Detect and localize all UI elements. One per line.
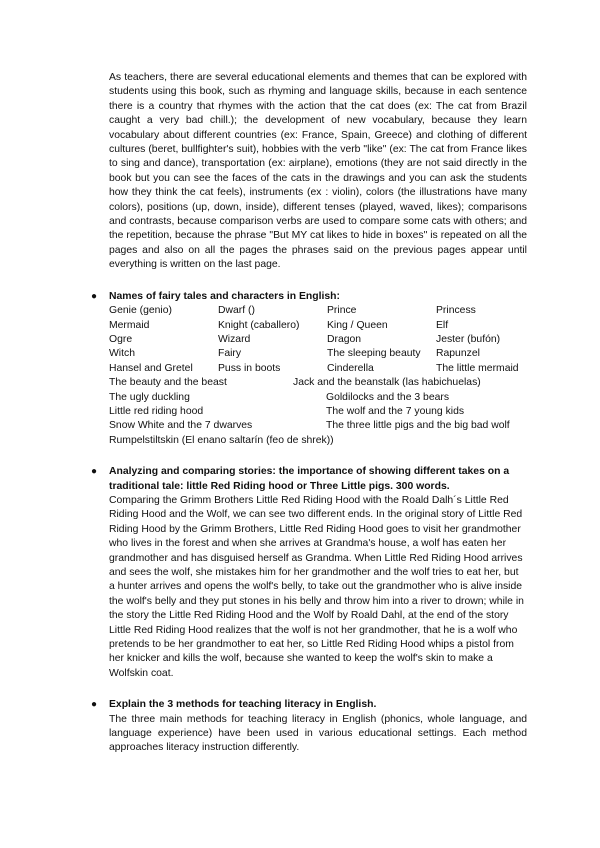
list-item: Knight (caballero) [218, 319, 300, 331]
bullet-icon: ● [91, 466, 98, 478]
list-item: Dragon [327, 333, 362, 345]
analysis-heading: Analyzing and comparing stories: the importance of showing different takes on a traditional tale: little Red Riding hood or Three Little pigs. 300 words. [109, 466, 510, 492]
fairy-tales-row [109, 376, 527, 390]
analysis-body: Comparing the Grimm Brothers Little Red Riding Hood with the Roald Dalh´s Little Red Riding Hood and the Wolf, we can see two different ends. In the original story of Little Red Riding Hood by the Grimm Brothers, Little Red Riding Hood goes to visit her grandmother who lives in the forest and when she arrives at Grandma's house, a wolf has eaten her grandmother and has disguised herself as Grandma. When Little Red Riding Hood arrives and sees the wolf, she mistakes him for her grandmother and the wolf tries to eat her, but a hunter arrives and opens the wolf's belly, to take out the grandmother who is alive inside the wolf's belly and they put stones in his belly and throw him into a river to drown; while in the story the Little Red Riding Hood and the Wolf by Roald Dahl, at the end of the story Little Red Riding Hood realizes that the wolf is not her grandmother, that he is a wolf who pretends to be her grandmother to eat her, so Little Red Riding Hood whips a pistol from her knicker and kills the wolf, because she wanted to keep the wolf's skin to make a Wolfskin coat. [109, 494, 524, 679]
list-item: Wizard [218, 333, 251, 345]
bullet-icon: ● [91, 699, 98, 711]
fairy-tales-grid [109, 304, 527, 376]
list-item: Jack and the beanstalk (las habichuelas) [293, 377, 481, 389]
list-item: The ugly duckling [109, 391, 190, 403]
list-item: Cinderella [327, 362, 374, 374]
list-item: Jester (bufón) [436, 333, 501, 345]
bullet-icon: ● [91, 290, 98, 302]
list-item: Prince [327, 305, 357, 317]
list-item: King / Queen [327, 319, 388, 331]
fairy-tales-section [91, 290, 527, 448]
analysis-section [91, 465, 527, 681]
document-page [91, 71, 527, 756]
list-item: Elf [436, 319, 449, 331]
list-item: Hansel and Gretel [109, 362, 193, 374]
list-item: Princess [436, 305, 476, 317]
list-item: Dwarf () [218, 305, 255, 317]
literacy-body: The three main methods for teaching literacy in English (phonics, whole language, and language experience) have been used in various educational settings. Each method approaches literacy instruction differently. [109, 713, 527, 754]
list-item: The sleeping beauty [327, 348, 421, 360]
literacy-heading: Explain the 3 methods for teaching literacy in English. [109, 699, 377, 711]
list-item: The wolf and the 7 young kids [326, 405, 465, 417]
list-item: The beauty and the beast [109, 377, 227, 389]
list-item: Genie (genio) [109, 305, 172, 317]
list-item: Puss in boots [218, 362, 281, 374]
literacy-section [91, 698, 527, 756]
list-item: Rumpelstiltskin (El enano saltarín (feo de shrek)) [109, 434, 334, 446]
list-item: Goldilocks and the 3 bears [326, 391, 450, 403]
list-item: Mermaid [109, 319, 150, 331]
intro-paragraph: As teachers, there are several educational elements and themes that can be explored with students using this book, such as rhyming and language skills, because in each sentence there is a country that rhymes with the action that the cat does (ex: The cat from Brazil caught a very bad chill.); the development of new vocabulary, because they learn vocabulary about different countries (ex: France, Spain, Greece) and clothing of different cultures (beret, bullfighter's suit), hobbies with the verb "like" (ex: The cat from France likes to sing and dance), transportation (ex: airplane), emotions (they are not said directly in the book but you can see the faces of the cats in the drawings and you can ask the students how they think the cat feels), instruments (ex : violin), colors (the illustrations have many colors), positions (up, down, inside), different tenses (played, waved, likes); comparisons and contrasts, because comparison verbs are used to compare some cats with others; and the repetition, because the phrase "But MY cat likes to hide in boxes" is repeated on all the pages and also on all the pages the phrases said on the previous pages appear until everything is written on the last page. [109, 72, 527, 271]
list-item: Witch [109, 348, 135, 360]
list-item: The little mermaid [436, 362, 519, 374]
list-item: Little red riding hood [109, 405, 204, 417]
list-item: The three little pigs and the big bad wolf [326, 420, 510, 432]
list-item: Ogre [109, 333, 133, 345]
list-item: Fairy [218, 348, 242, 360]
fairy-tales-split [109, 391, 527, 434]
list-item: Snow White and the 7 dwarves [109, 420, 253, 432]
list-item: Rapunzel [436, 348, 480, 360]
fairy-tales-heading: Names of fairy tales and characters in English: [109, 290, 340, 302]
